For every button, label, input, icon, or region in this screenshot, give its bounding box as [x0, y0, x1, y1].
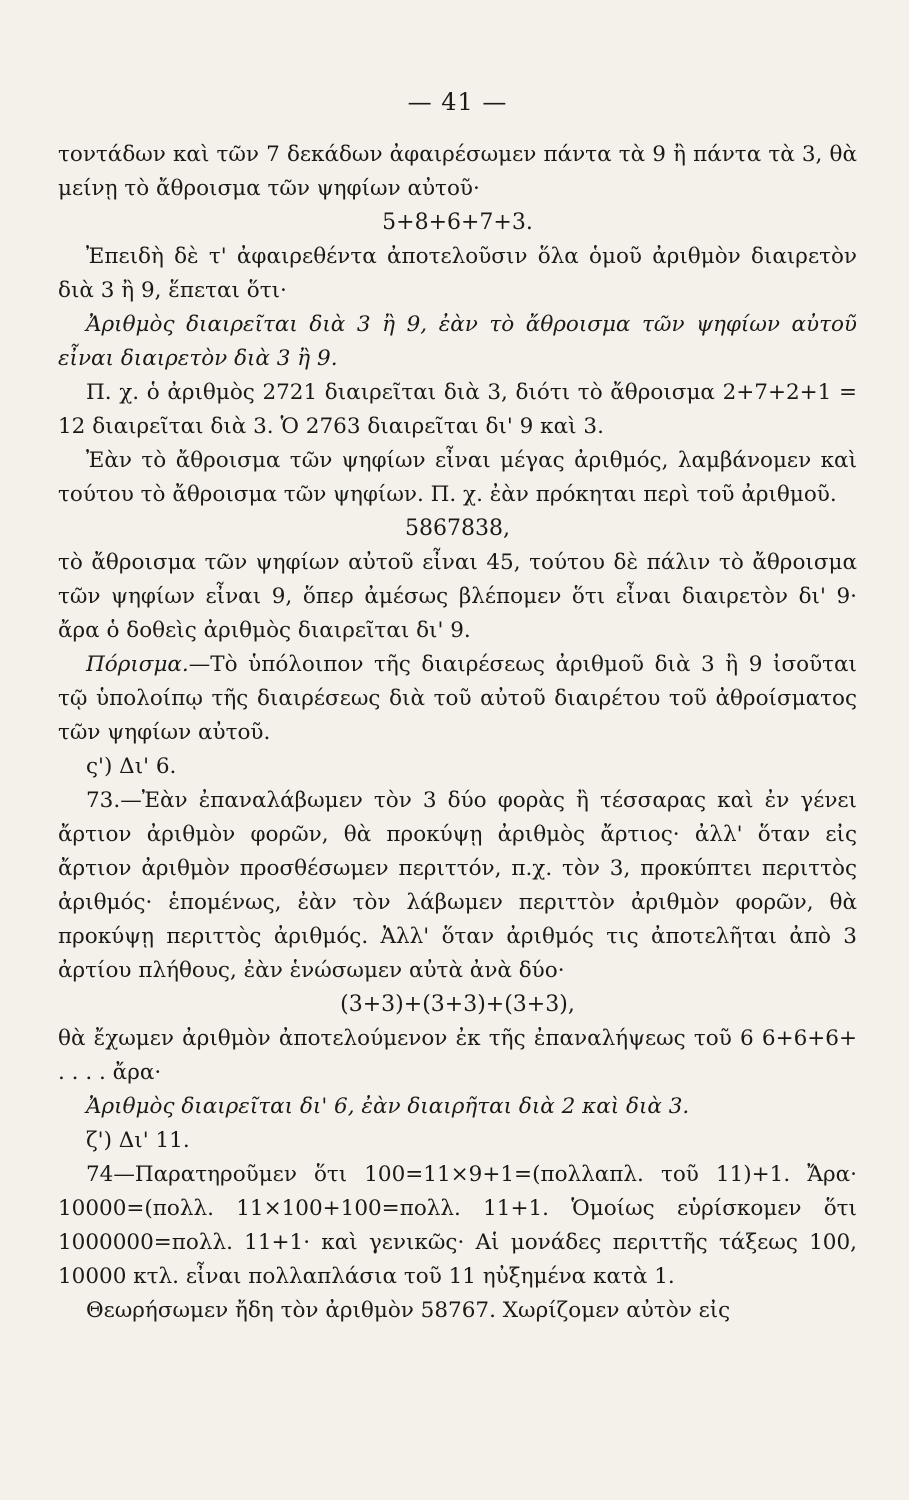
- formula: (3+3)+(3+3)+(3+3),: [340, 992, 575, 1017]
- paragraph: 73.—Ἐὰν ἐπαναλάβωμεν τὸν 3 δύο φορὰς ἢ τέσσαρας καὶ ἐν γένει ἄρτιον ἀριθμὸν φορῶν, θὰ προκύψῃ ἀριθμὸς ἄρτιος· ἀλλ' ὅταν εἰς ἄρτιον ἀριθμὸν προσθέσωμεν περιττόν, π.χ. τὸν 3, προκύπτει περιττὸς ἀριθμός· ἑπομένως, ἐὰν τὸν λάβωμεν περιττὸν ἀριθμὸν φορῶν, θὰ προκύψῃ περιττὸς ἀριθμός. Ἀλλ' ὅταν ἀριθμός τις ἀποτελῆται ἀπὸ 3 ἀρτίου πλήθους, ἐὰν ἑνώσωμεν αὐτὰ ἀνὰ δύο·: [58, 788, 857, 983]
- paragraph: Ἐπειδὴ δὲ τ' ἀφαιρεθέντα ἀποτελοῦσιν ὅλα ὁμοῦ ἀριθμὸν διαιρετὸν διὰ 3 ἢ 9, ἕπεται ὅτι·: [58, 244, 857, 303]
- paragraph: Π. χ. ὁ ἀριθμὸς 2721 διαιρεῖται διὰ 3, διότι τὸ ἄθροισμα 2+7+2+1 = 12 διαιρεῖται διὰ 3. Ὁ 2763 διαιρεῖται δι' 9 καὶ 3.: [58, 380, 857, 439]
- paragraph: τὸ ἄθροισμα τῶν ψηφίων αὐτοῦ εἶναι 45, τούτου δὲ πάλιν τὸ ἄθροισμα τῶν ψηφίων εἶναι 9, ὅπερ ἀμέσως βλέπομεν ὅτι εἶναι διαιρετὸν δι' 9· ἄρα ὁ δοθεὶς ἀριθμὸς διαιρεῖται δι' 9.: [58, 550, 857, 643]
- paragraph: Ἐὰν τὸ ἄθροισμα τῶν ψηφίων εἶναι μέγας ἀριθμός, λαμβάνομεν καὶ τούτου τὸ ἄθροισμα τῶν ψηφίων. Π. χ. ἐὰν πρόκηται περὶ τοῦ ἀριθμοῦ.: [58, 448, 857, 507]
- corollary-text: —Τὸ ὑπόλοιπον τῆς διαιρέσεως ἀριθμοῦ διὰ 3 ἢ 9 ἰσοῦται τῷ ὑπολοίπῳ τῆς διαιρέσεως διὰ τοῦ αὐτοῦ διαιρέτου τοῦ ἀθροίσματος τῶν ψηφίων αὐτοῦ.: [58, 652, 857, 745]
- section-heading: ζ') Δι' 11.: [86, 1128, 190, 1153]
- paragraph: 74—Παρατηροῦμεν ὅτι 100=11×9+1=(πολλαπλ. τοῦ 11)+1. Ἄρα· 10000=(πολλ. 11×100+100=πολλ. 11+1. Ὁμοίως εὑρίσκομεν ὅτι 1000000=πολλ. 11+1· καὶ γενικῶς· Αἱ μονάδες περιττῆς τάξεως 100, 10000 κτλ. εἶναι πολλαπλάσια τοῦ 11 ηὐξημένα κατὰ 1.: [58, 1162, 857, 1289]
- paragraph: τοντάδων καὶ τῶν 7 δεκάδων ἀφαιρέσωμεν πάντα τὰ 9 ἢ πάντα τὰ 3, θὰ μείνῃ τὸ ἄθροισμα τῶν ψηφίων αὐτοῦ·: [58, 142, 857, 201]
- page-text: [58, 138, 857, 1328]
- rule-statement: Ἀριθμὸς διαιρεῖται διὰ 3 ἢ 9, ἐὰν τὸ ἄθροισμα τῶν ψηφίων αὐτοῦ εἶναι διαιρετὸν διὰ 3 ἢ 9.: [58, 312, 857, 371]
- corollary-label: Πόρισμα.: [86, 652, 189, 677]
- section-heading: ς') Δι' 6.: [86, 754, 177, 779]
- paragraph: Θεωρήσωμεν ἤδη τὸν ἀριθμὸν 58767. Χωρίζομεν αὐτὸν εἰς: [86, 1298, 731, 1323]
- corollary-paragraph: [58, 648, 857, 750]
- page-number: — 41 —: [407, 88, 508, 116]
- formula: 5867838,: [405, 516, 510, 541]
- paragraph: θὰ ἔχωμεν ἀριθμὸν ἀποτελούμενον ἐκ τῆς ἐπαναλήψεως τοῦ 6 6+6+6+ . . . . ἄρα·: [58, 1026, 857, 1085]
- formula: 5+8+6+7+3.: [382, 210, 533, 235]
- rule-statement: Ἀριθμὸς διαιρεῖται δι' 6, ἐὰν διαιρῆται διὰ 2 καὶ διὰ 3.: [86, 1094, 690, 1119]
